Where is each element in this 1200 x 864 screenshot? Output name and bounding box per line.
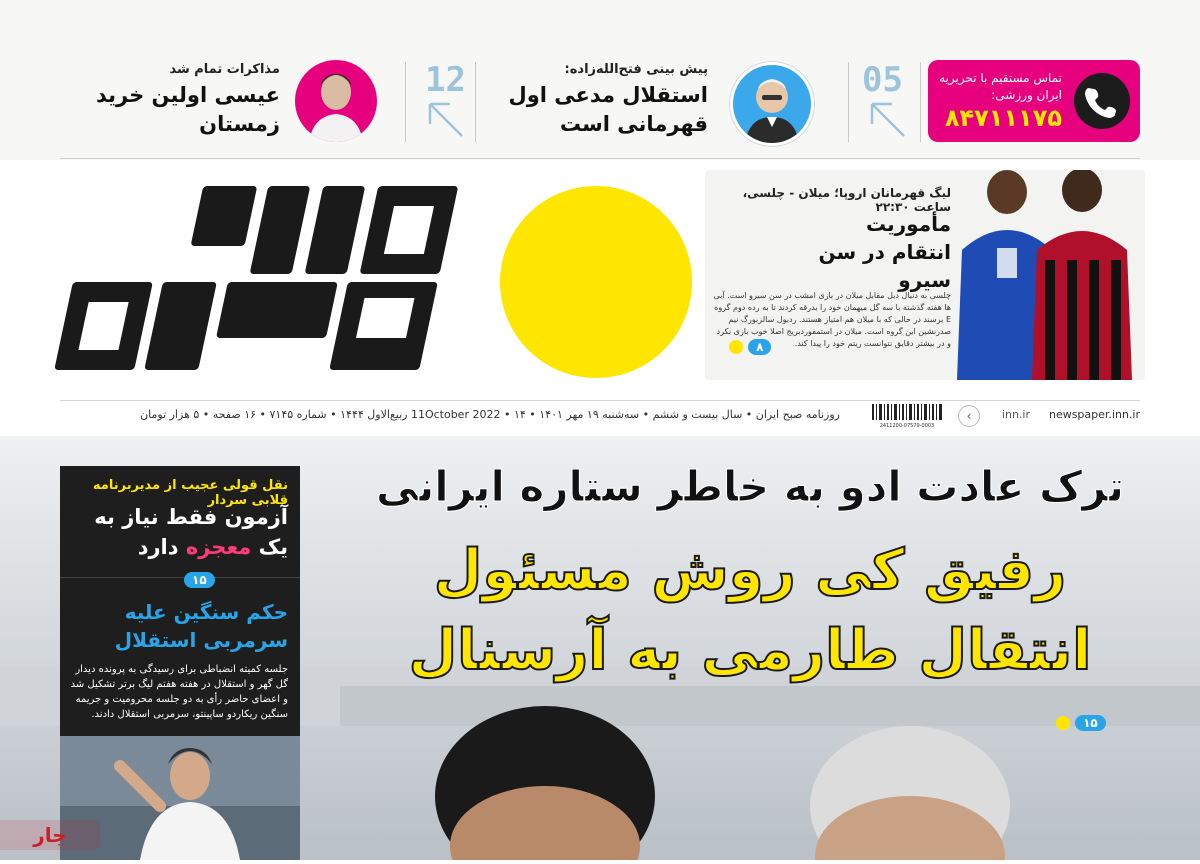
headline-page-number: ۱۵ (1075, 715, 1106, 731)
divider (920, 62, 921, 142)
arrow-icon (866, 98, 908, 140)
left-title[interactable] (68, 502, 288, 562)
teaser-2-title: عیسی اولین خرید زمستان (96, 83, 280, 136)
issue-info-bar (60, 402, 1140, 428)
players-photo (937, 170, 1145, 380)
feature-page-number: ۸ (748, 339, 771, 355)
feature-milan-chelsea[interactable] (705, 170, 1145, 380)
left-title-part2: دارد (137, 535, 179, 559)
divider (848, 62, 849, 142)
teaser-2[interactable] (90, 62, 280, 139)
left-story-title[interactable]: حکم سنگین علیه سرمربی استقلال (114, 600, 288, 652)
headline-page-badge[interactable] (1056, 712, 1106, 731)
site-url[interactable]: newspaper.inn.ir (1048, 408, 1140, 421)
left-page-number: ۱۵ (184, 572, 215, 588)
contact-box[interactable] (928, 60, 1140, 142)
teaser-1-title: استقلال مدعی اول قهرمانی است (508, 83, 708, 136)
avatar-fathollahzadeh (730, 62, 814, 146)
barcode-number: 2411200-07579-0003 (879, 423, 935, 429)
divider (60, 158, 1140, 159)
teaser-1-page: 05 (862, 60, 903, 100)
chevron-left-icon (729, 340, 743, 354)
left-title-part1: آزمون فقط نیاز به یک (94, 505, 288, 559)
headline-line-1[interactable]: رفیق کی روش مسئول (433, 538, 1067, 603)
teaser-2-page: 12 (425, 60, 466, 100)
yellow-sun-graphic (500, 186, 692, 378)
logo-text (475, 178, 476, 179)
chevron-left-icon (1056, 716, 1070, 730)
headline-line-2[interactable]: انتقال طارمی به آرسنال (408, 618, 1092, 683)
avatar-eisa (295, 60, 377, 142)
watermark: جار (0, 820, 100, 850)
divider (60, 400, 1140, 401)
contact-number: ۸۴۷۱۱۱۷۵ (944, 104, 1062, 132)
divider (475, 62, 476, 142)
feature-body: چلسی به دنبال دبل مقابل میلان در بازی امشب در سن سیرو است. آبی ها هفته گذشته با سه گل میهمان خود را بدرقه کردند تا به رده دوم گروه E برسند در حالی که با میلان هم امتیاز هستند. ردبول سالزبورگ نیم صدرنشین این گروه است. میلان در استمفوردبریج اصلا خوب بازی نکرد و در بیشتر دقایق نتوانست ریتم خود را پیدا کند. (713, 291, 951, 348)
left-story-body: جلسه کمیته انضباطی برای رسیدگی به پرونده دیدار گل گهر و استقلال در هفته هفتم لیگ برتر تشکیل شد و اعضای حاضر رأی به دو جلسه محرومیت و جریمه سنگین ریکاردو ساپینتو، سرمربی استقلال دادند. (70, 664, 288, 720)
chevron-left-icon: ‹ (958, 405, 980, 427)
left-page-badge[interactable] (184, 569, 215, 588)
divider (405, 62, 406, 142)
feature-page-badge[interactable] (729, 336, 771, 355)
issue-details: روزنامه صبح ایران • سال بیست و ششم • سه‌شنبه ۱۹ مهر ۱۴۰۱ • 11October 2022 • ۱۴ ربیع‌الاول ۱۴۴۴ • شماره ۷۱۴۵ • ۱۶ صفحه • ۵ هزار تومان (140, 408, 840, 421)
site-short-url[interactable]: inn.ir (1001, 408, 1030, 421)
left-column (60, 466, 300, 860)
phone-icon (1074, 73, 1130, 129)
masthead-logo (55, 178, 475, 378)
teaser-1-kicker: پیش بینی فتح‌الله‌زاده: (564, 62, 708, 77)
left-kicker: نقل قولی عجیب از مدیربرنامه قلابی سردار (92, 478, 288, 508)
left-title-highlight: معجزه (185, 535, 252, 559)
arrow-icon (424, 98, 466, 140)
headline-kicker: ترک عادت ادو به خاطر ستاره ایرانی (375, 462, 1125, 511)
feature-title: مأموریت انتقام در سن سیرو (818, 212, 951, 292)
feature-kicker: لیگ قهرمانان اروپا؛ میلان - چلسی، ساعت ۲۲:۳۰ (742, 186, 951, 214)
barcode (872, 404, 942, 429)
teaser-1[interactable] (490, 62, 708, 139)
divider (60, 577, 300, 578)
teaser-2-kicker: مذاکرات تمام شد (169, 62, 280, 77)
top-strip (0, 0, 1200, 160)
contact-label: تماس مستقیم با تحریریه ایران ورزشی: (939, 71, 1062, 102)
